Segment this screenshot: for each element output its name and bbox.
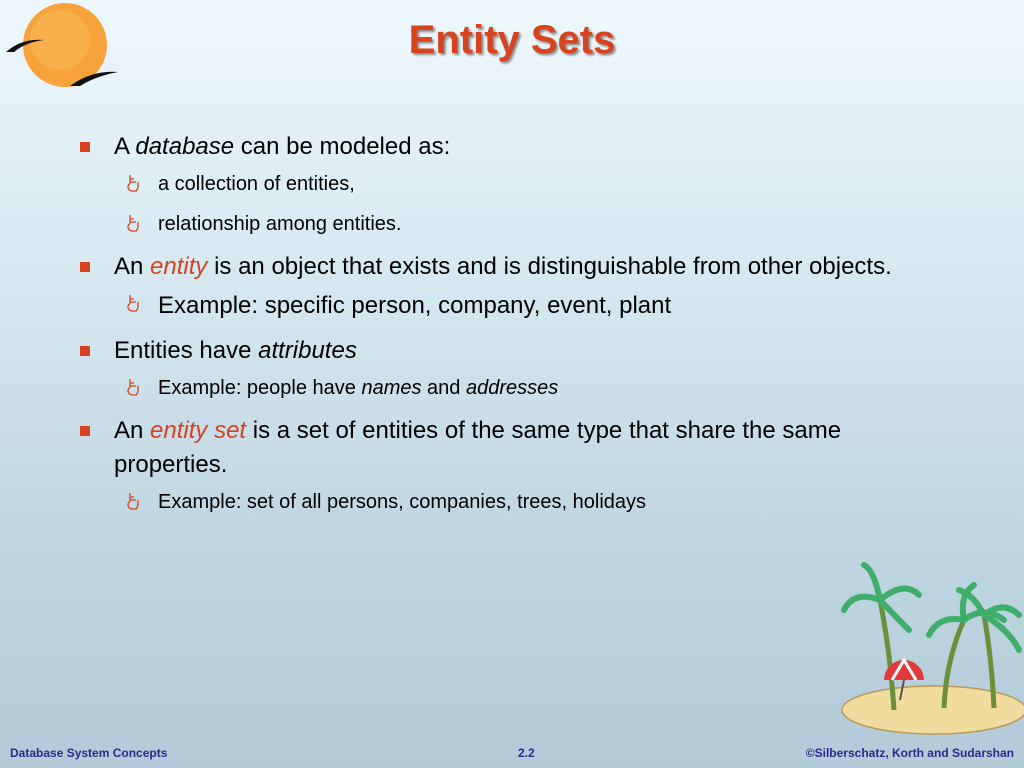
text: Entities have bbox=[114, 337, 259, 364]
bullet-entity-set bbox=[76, 414, 956, 482]
text: Example: set of all persons, companies, trees, holidays bbox=[158, 491, 647, 513]
sub-bullet-example-attributes bbox=[76, 374, 956, 402]
text: is an object that exists and is distinguishable from other objects. bbox=[207, 253, 892, 280]
square-bullet-icon bbox=[80, 262, 90, 272]
text: Example: specific person, company, event, plant bbox=[158, 292, 672, 319]
text-emphasis: attributes bbox=[258, 337, 357, 364]
bullet-attributes bbox=[76, 334, 956, 368]
hand-pointer-icon bbox=[126, 378, 140, 396]
text: A bbox=[114, 133, 136, 160]
slide-content bbox=[76, 130, 956, 528]
text: Example: people have bbox=[158, 377, 362, 399]
footer-course: Database System Concepts bbox=[10, 746, 168, 760]
text: a collection of entities, bbox=[158, 173, 355, 195]
text: is a set of entities of the same type that share the same properties. bbox=[114, 417, 842, 478]
sub-bullet-example-entity-set bbox=[76, 488, 956, 516]
slide-title: Entity Sets bbox=[408, 18, 616, 62]
text-emphasis: entity bbox=[150, 253, 208, 280]
text-emphasis: names bbox=[361, 377, 422, 399]
footer-page-number: 2.2 bbox=[518, 746, 535, 760]
square-bullet-icon bbox=[80, 142, 90, 152]
square-bullet-icon bbox=[80, 426, 90, 436]
text: An bbox=[114, 417, 151, 444]
text: relationship among entities. bbox=[158, 213, 402, 235]
sub-bullet-example-entity bbox=[76, 290, 956, 322]
sub-bullet-relationship bbox=[76, 210, 956, 238]
text-emphasis: entity set bbox=[150, 417, 247, 444]
text: An bbox=[114, 253, 151, 280]
square-bullet-icon bbox=[80, 346, 90, 356]
slide-footer bbox=[10, 746, 1014, 762]
text: and bbox=[421, 377, 466, 399]
text-emphasis: database bbox=[135, 133, 235, 160]
hand-pointer-icon bbox=[126, 492, 140, 510]
hand-pointer-icon bbox=[126, 174, 140, 192]
sub-bullet-collection bbox=[76, 170, 956, 198]
text-emphasis: addresses bbox=[465, 377, 559, 399]
hand-pointer-icon bbox=[126, 214, 140, 232]
text: can be modeled as: bbox=[234, 133, 451, 160]
bullet-entity bbox=[76, 250, 956, 284]
palm-island-icon bbox=[834, 560, 1024, 750]
footer-copyright: ©Silberschatz, Korth and Sudarshan bbox=[805, 746, 1014, 760]
hand-pointer-icon bbox=[126, 294, 140, 312]
bullet-database bbox=[76, 130, 956, 164]
